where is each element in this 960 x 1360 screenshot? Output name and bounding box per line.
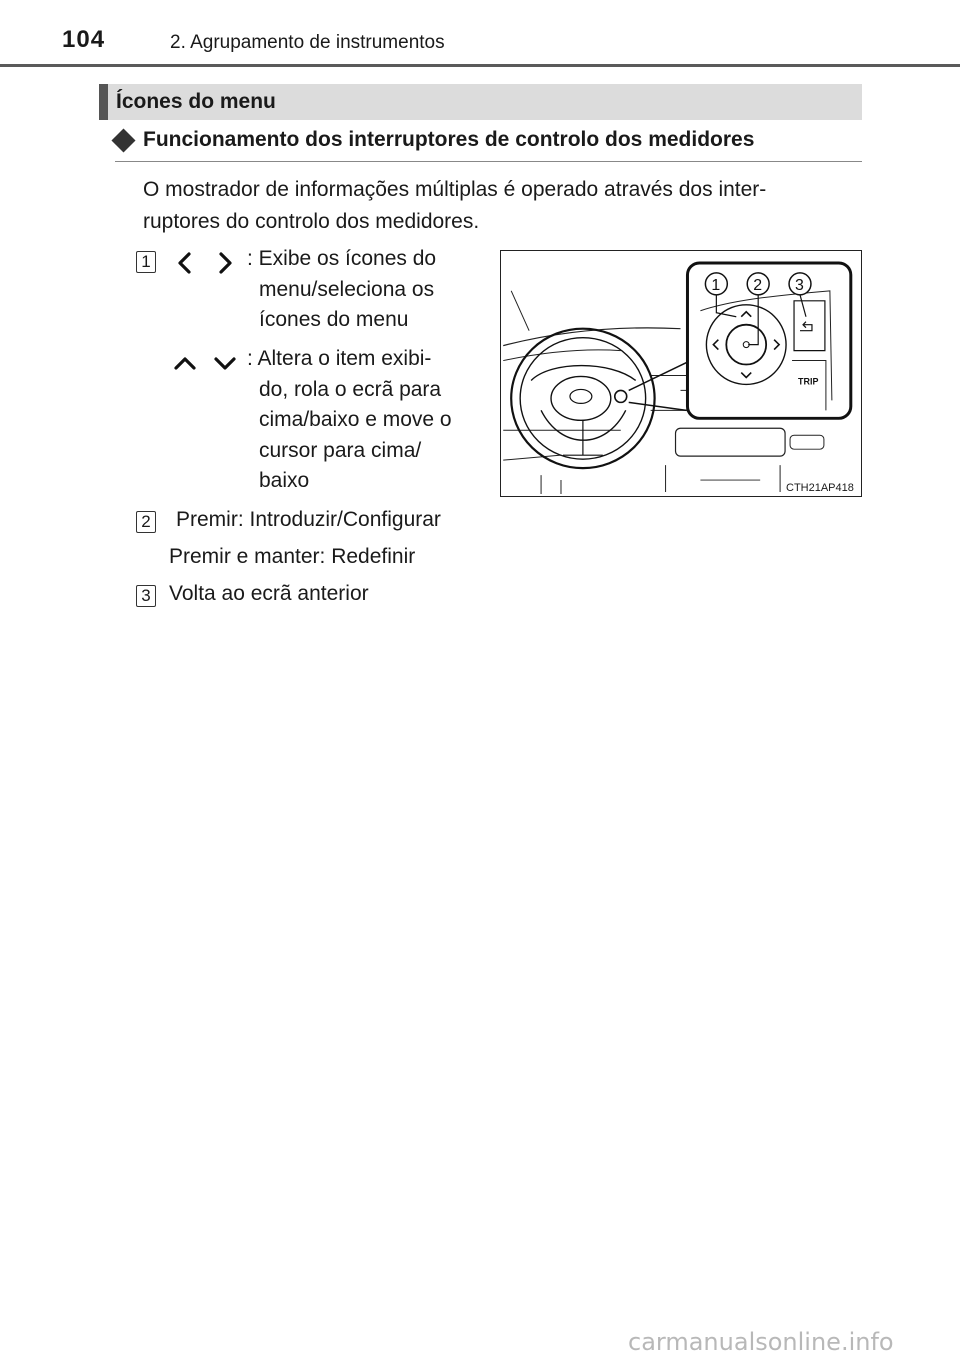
subsection-title: Funcionamento dos interruptores de controlo dos medidores <box>143 128 755 151</box>
section-bar-accent <box>99 84 108 120</box>
intro-line: O mostrador de informações múltiplas é operado através dos inter- <box>143 178 767 201</box>
steering-wheel-figure <box>500 250 862 497</box>
item-3-line: Volta ao ecrã anterior <box>169 582 369 605</box>
item-2-line: Premir e manter: Redefinir <box>169 545 416 568</box>
intro-paragraph <box>143 174 863 238</box>
item-1-line: : Altera o item exibi- <box>247 347 432 370</box>
chevron-left-icon <box>174 252 196 274</box>
item-1-line: baixo <box>259 469 310 492</box>
page-number: 104 <box>62 26 106 53</box>
steering-wheel-illustration <box>501 251 860 495</box>
item-1-line: : Exibe os ícones do <box>247 247 437 270</box>
item-number-3: 3 <box>136 585 156 607</box>
callout-3: 3 <box>795 276 804 294</box>
item-1-line: ícones do menu <box>259 308 409 331</box>
subsection-rule <box>115 161 862 162</box>
callout-1: 1 <box>711 276 721 294</box>
intro-line: ruptores do controlo dos medidores. <box>143 210 480 233</box>
item-1-line: do, rola o ecrã para <box>259 378 442 401</box>
figure-caption: CTH21AP418 <box>786 482 854 494</box>
item-2-line: Premir: Introduzir/Configurar <box>176 508 441 531</box>
section-title-bar <box>99 84 862 120</box>
item-1-line: menu/seleciona os <box>259 278 435 301</box>
item-number-2: 2 <box>136 511 156 533</box>
section-title: Ícones do menu <box>116 90 276 113</box>
diamond-bullet-icon <box>111 128 135 152</box>
callout-2: 2 <box>753 276 763 294</box>
running-header: 2. Agrupamento de instrumentos <box>170 32 445 53</box>
chevron-up-icon <box>174 352 196 374</box>
item-1-line: cima/baixo e move o <box>259 408 452 431</box>
chevron-right-icon <box>214 252 236 274</box>
header-rule <box>0 64 960 67</box>
chevron-down-icon <box>214 352 236 374</box>
item-number-1: 1 <box>136 251 156 273</box>
trip-button-label: TRIP <box>798 376 819 387</box>
watermark: carmanualsonline.info <box>628 1328 894 1356</box>
item-1-line: cursor para cima/ <box>259 439 422 462</box>
